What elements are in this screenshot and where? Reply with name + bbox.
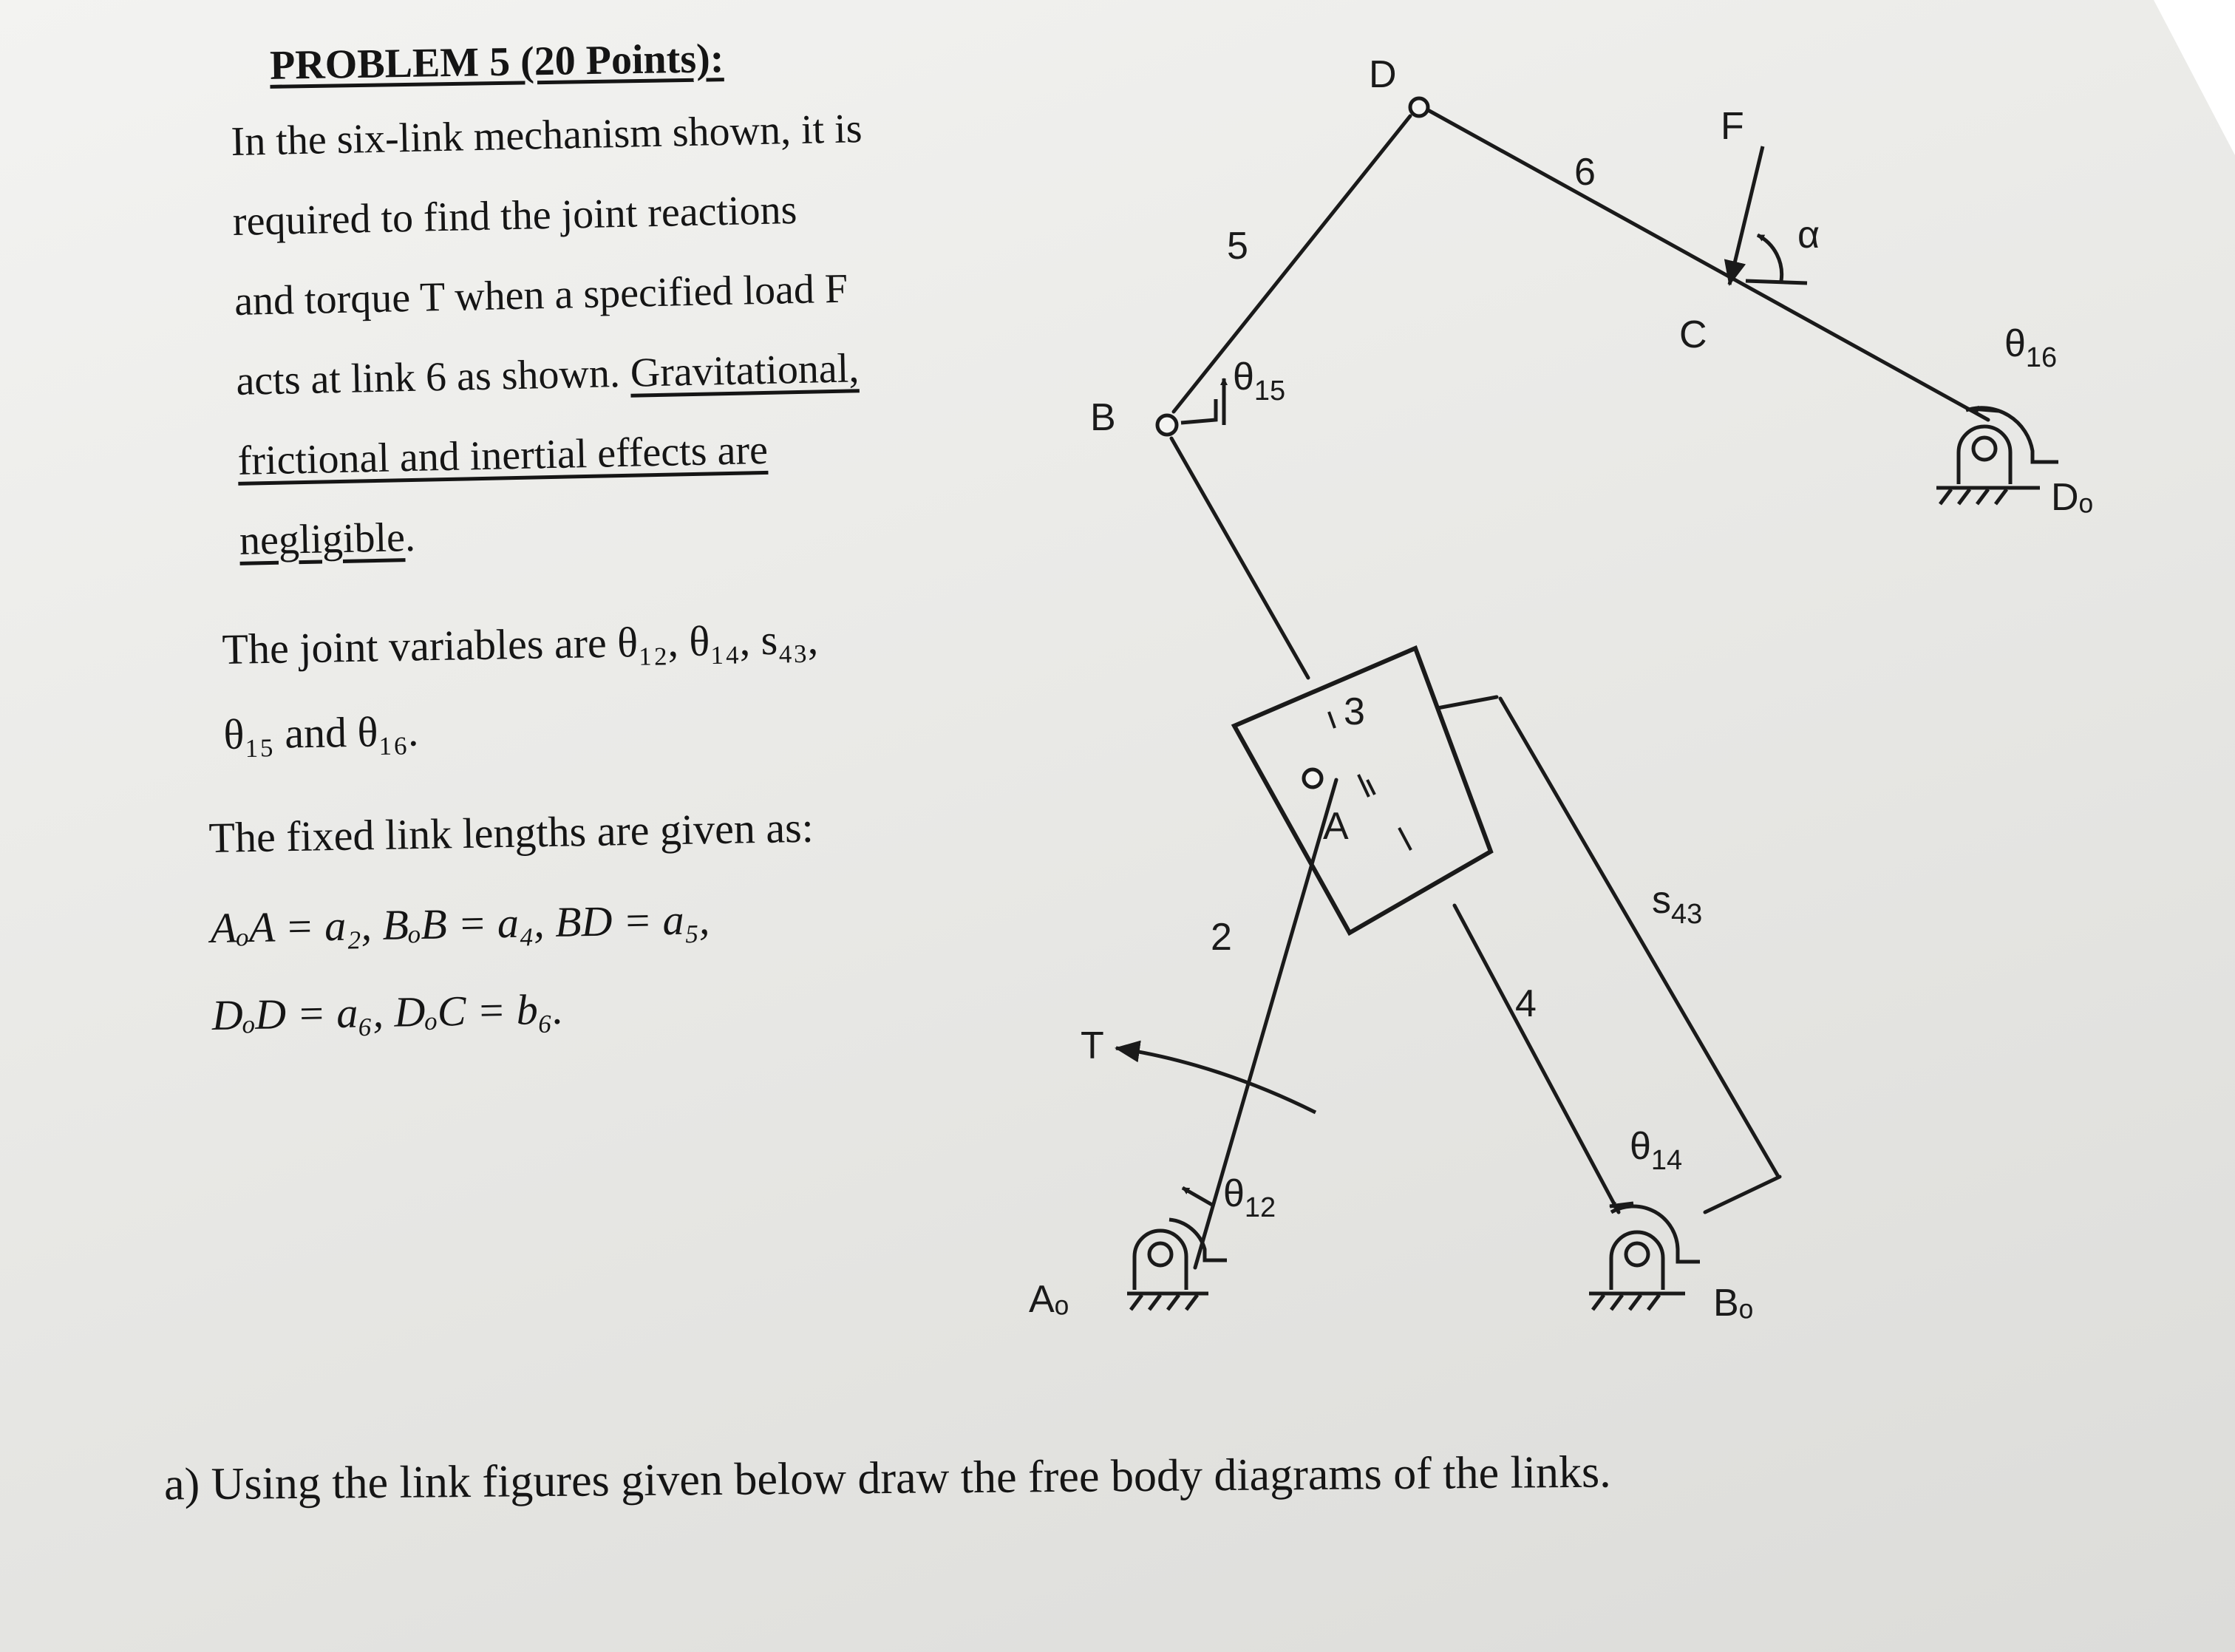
ground-pivot-ao: [1127, 1220, 1227, 1310]
theta14-symbol: θ: [1630, 1125, 1651, 1168]
link-lengths-equation: AₒA = a₂, BₒB = a₄, BD = a₅,: [210, 895, 710, 952]
theta15-subscript: 15: [1253, 375, 1286, 407]
label-t: T: [1081, 1024, 1104, 1067]
label-link-5: 5: [1227, 225, 1248, 268]
label-link-2: 2: [1211, 916, 1232, 959]
underlined-text: negligible: [239, 514, 406, 564]
s43-extension: [1705, 1177, 1780, 1212]
underlined-line: frictional and inertial effects are: [237, 426, 769, 484]
label-theta15: [1233, 356, 1285, 407]
theta15-symbol: θ: [1233, 356, 1254, 398]
label-link-3: 3: [1344, 690, 1365, 733]
joint-b: [1157, 415, 1177, 435]
label-link-4: 4: [1515, 982, 1537, 1025]
ground-pivot-bo: [1589, 1206, 1700, 1310]
label-bo: Bₒ: [1713, 1282, 1754, 1325]
link-lengths-equation: DₒD = a₆, DₒC = b₆.: [211, 985, 564, 1039]
label-ao: Aₒ: [1029, 1278, 1069, 1321]
s43-symbol: s: [1652, 879, 1671, 922]
s43-dimension-line: [1500, 698, 1778, 1175]
label-alpha: α: [1797, 214, 1820, 256]
theta16-arrow: [1972, 409, 1999, 411]
ground-pivot-do: [1936, 408, 2058, 504]
period: .: [404, 514, 416, 561]
theta12-subscript: 12: [1244, 1192, 1276, 1223]
problem-title: PROBLEM 5 (20 Points):: [269, 35, 724, 89]
statement-line: required to find the joint reactions: [232, 186, 797, 245]
s43-extension: [1438, 697, 1497, 708]
label-c: C: [1679, 313, 1707, 356]
label-a: A: [1323, 805, 1349, 848]
link-4-upper: [1171, 438, 1308, 678]
label-link-6: 6: [1574, 151, 1596, 194]
theta15-mark: [1181, 399, 1216, 423]
statement-text: acts at link 6 as shown.: [235, 350, 621, 404]
label-d: D: [1369, 53, 1397, 96]
label-b: B: [1090, 396, 1116, 439]
label-f: F: [1721, 105, 1744, 148]
theta12-arrow: [1183, 1188, 1212, 1205]
link-6: [1423, 107, 1988, 420]
joint-variables-line: The joint variables are θ₁₂, θ₁₄, s₄₃,: [222, 614, 819, 673]
question-a: a) Using the link figures given below draw the free body diagrams of the links.: [163, 1447, 1611, 1510]
joint-variables-line: θ₁₅ and θ₁₆.: [223, 707, 419, 758]
s43-subscript: 43: [1671, 899, 1703, 930]
link-4-lower: [1455, 905, 1619, 1212]
statement-line: In the six-link mechanism shown, it is: [231, 106, 863, 165]
label-do: Dₒ: [2051, 476, 2094, 519]
underlined-text: Gravitational,: [630, 345, 860, 396]
label-theta14: [1630, 1125, 1682, 1176]
theta16-symbol: θ: [2004, 322, 2026, 365]
alpha-arc: [1758, 235, 1782, 281]
theta16-subscript: 16: [2025, 342, 2058, 373]
label-theta12: [1223, 1172, 1276, 1223]
joint-d: [1410, 98, 1428, 116]
load-f-arrow: [1729, 146, 1763, 285]
label-s43: [1652, 879, 1702, 930]
theta14-subscript: 14: [1650, 1145, 1683, 1176]
label-theta16: [2004, 322, 2057, 373]
statement-line: and torque T when a specified load F: [234, 265, 848, 324]
theta12-symbol: θ: [1223, 1172, 1245, 1215]
alpha-reference-line: [1746, 281, 1807, 283]
link-5: [1174, 116, 1410, 412]
joint-a: [1304, 769, 1321, 787]
torque-t-arc: [1116, 1048, 1316, 1112]
link-lengths-intro: The fixed link lengths are given as:: [208, 803, 814, 862]
